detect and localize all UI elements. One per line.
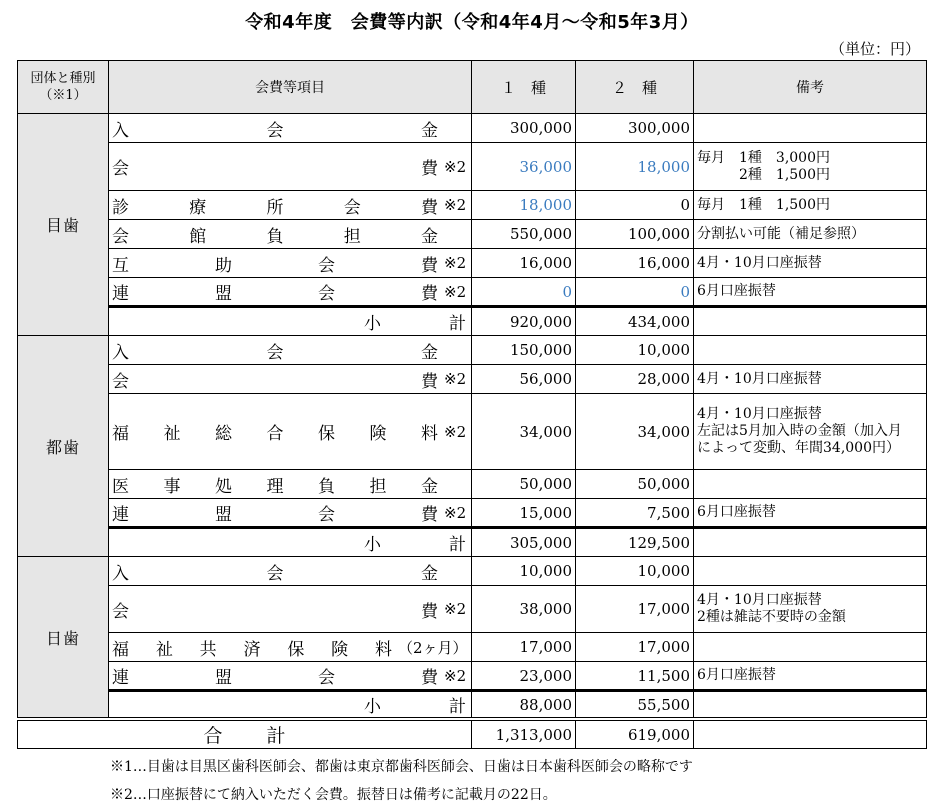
subtotal-row	[18, 307, 927, 336]
subtotal-label: 小 計	[364, 314, 466, 334]
item-note: （2ヶ月）	[398, 638, 468, 657]
group-name: 都歯	[18, 336, 109, 557]
value-c1: 56,000	[472, 365, 576, 394]
value-c1: 34,000	[472, 394, 576, 470]
remarks-cell	[694, 249, 927, 278]
table-row	[18, 249, 927, 278]
value-c1: 0	[472, 278, 576, 307]
subtotal-remarks	[694, 528, 927, 557]
subtotal-remarks	[694, 307, 927, 336]
item-cell	[109, 143, 472, 191]
value-c1: 550,000	[472, 220, 576, 249]
page-title: 令和4年度 会費等内訳（令和4年4月～令和5年3月）	[245, 12, 699, 33]
value-c2: 18,000	[576, 143, 694, 191]
subtotal-c1: 88,000	[472, 691, 576, 720]
subtotal-remarks	[694, 691, 927, 720]
table-row	[18, 499, 927, 528]
table-row	[18, 278, 927, 307]
total-label: 合 計	[203, 725, 286, 747]
value-c2: 50,000	[576, 470, 694, 499]
value-c1: 36,000	[472, 143, 576, 191]
value-c1: 23,000	[472, 662, 576, 691]
footnote-1: ※1…目歯は目黒区歯科医師会、都歯は東京都歯科医師会、日歯は日本歯科医師会の略称です	[110, 759, 693, 775]
item-label: 入 会 金	[112, 342, 438, 363]
item-label: 福 祉 共 済 保 険 料	[112, 639, 392, 660]
item-label: 会 費	[112, 601, 438, 622]
item-label: 連 盟 会 費	[112, 668, 438, 688]
remarks-cell	[694, 278, 927, 307]
item-cell	[109, 336, 472, 365]
header-remarks: 備考	[694, 61, 927, 114]
item-note: ※2	[444, 282, 467, 301]
remarks-line: 6月口座振替	[697, 283, 776, 299]
table-row	[18, 143, 927, 191]
subtotal-label-cell	[109, 307, 472, 336]
header-item: 会費等項目	[109, 61, 472, 114]
total-c2: 619,000	[576, 719, 694, 749]
subtotal-label: 小 計	[364, 535, 466, 555]
header-type2: ２ 種	[576, 61, 694, 114]
value-c2: 11,500	[576, 662, 694, 691]
remarks-cell	[694, 633, 927, 662]
value-c2: 17,000	[576, 586, 694, 633]
item-note: ※2	[444, 503, 467, 522]
value-c2: 10,000	[576, 336, 694, 365]
remarks-cell	[694, 662, 927, 691]
group-name: 目歯	[18, 114, 109, 336]
value-c1: 300,000	[472, 114, 576, 143]
item-cell	[109, 633, 472, 662]
table-row	[18, 557, 927, 586]
total-row	[18, 719, 927, 749]
value-c2: 34,000	[576, 394, 694, 470]
header-type1: １ 種	[472, 61, 576, 114]
remarks-cell	[694, 499, 927, 528]
subtotal-label-cell	[109, 691, 472, 720]
total-c1: 1,313,000	[472, 719, 576, 749]
remarks-line: によって変動、年間34,000円）	[697, 440, 900, 456]
item-cell	[109, 220, 472, 249]
table-row	[18, 633, 927, 662]
subtotal-label-cell	[109, 528, 472, 557]
remarks-cell	[694, 336, 927, 365]
remarks-line: 2種 1,500円	[697, 166, 830, 183]
table-row	[18, 114, 927, 143]
value-c2: 7,500	[576, 499, 694, 528]
value-c1: 18,000	[472, 191, 576, 220]
item-cell	[109, 586, 472, 633]
item-label: 互 助 会 費	[112, 255, 438, 276]
value-c1: 17,000	[472, 633, 576, 662]
item-label: 診 療 所 会 費	[112, 197, 438, 218]
header-group: 団体と種別 （※1）	[18, 61, 109, 114]
value-c2: 0	[576, 191, 694, 220]
table-row	[18, 191, 927, 220]
remarks-cell	[694, 143, 927, 191]
value-c2: 300,000	[576, 114, 694, 143]
remarks-cell	[694, 557, 927, 586]
value-c2: 17,000	[576, 633, 694, 662]
item-cell	[109, 365, 472, 394]
table-row	[18, 470, 927, 499]
item-cell	[109, 191, 472, 220]
remarks-line: 2種は雑誌不要時の金額	[697, 609, 846, 625]
subtotal-c1: 920,000	[472, 307, 576, 336]
value-c1: 15,000	[472, 499, 576, 528]
footnote-2: ※2…口座振替にて納入いただく会費。振替日は備考に記載月の22日。	[110, 787, 557, 803]
fee-table	[17, 60, 927, 749]
remarks-line: 4月・10月口座振替	[697, 592, 822, 608]
table-row	[18, 662, 927, 691]
value-c2: 10,000	[576, 557, 694, 586]
value-c1: 38,000	[472, 586, 576, 633]
item-note: ※2	[444, 666, 467, 685]
remarks-line: 4月・10月口座振替	[697, 370, 822, 387]
remarks-line: 6月口座振替	[697, 667, 776, 683]
item-label: 福 祉 総 合 保 険 料	[112, 424, 438, 444]
total-remarks	[694, 719, 927, 749]
value-c2: 100,000	[576, 220, 694, 249]
remarks-line: 左記は5月加入時の金額（加入月	[697, 423, 902, 439]
value-c2: 28,000	[576, 365, 694, 394]
item-label: 連 盟 会 費	[112, 284, 438, 304]
item-cell	[109, 662, 472, 691]
item-cell	[109, 394, 472, 470]
item-note: ※2	[444, 600, 467, 618]
item-label: 会 費	[112, 371, 438, 392]
remarks-cell	[694, 114, 927, 143]
remarks-line: 分割払い可能（補足参照）	[697, 225, 865, 242]
item-note: ※2	[444, 370, 467, 388]
item-cell	[109, 557, 472, 586]
item-label: 医 事 処 理 負 担 金	[112, 476, 438, 497]
item-label: 入 会 金	[112, 563, 438, 584]
item-label: 会 費	[112, 159, 438, 179]
value-c1: 10,000	[472, 557, 576, 586]
item-note: ※2	[444, 196, 467, 214]
remarks-line: 毎月 1種 1,500円	[697, 196, 830, 213]
item-note: ※2	[444, 422, 467, 441]
table-row	[18, 394, 927, 470]
remarks-cell	[694, 394, 927, 470]
item-note: ※2	[444, 157, 467, 176]
remarks-cell	[694, 470, 927, 499]
table-row	[18, 220, 927, 249]
item-label: 入 会 金	[112, 120, 438, 141]
remarks-line: 6月口座振替	[697, 504, 776, 520]
subtotal-row	[18, 691, 927, 720]
remarks-line: 4月・10月口座振替	[697, 406, 822, 422]
remarks-line: 4月・10月口座振替	[697, 254, 822, 271]
item-cell	[109, 249, 472, 278]
remarks-line: 毎月 1種 3,000円	[697, 149, 830, 166]
item-label: 連 盟 会 費	[112, 505, 438, 525]
remarks-cell	[694, 220, 927, 249]
subtotal-c2: 434,000	[576, 307, 694, 336]
item-label: 会 館 負 担 金	[112, 226, 438, 247]
value-c2: 16,000	[576, 249, 694, 278]
table-row	[18, 336, 927, 365]
subtotal-c2: 55,500	[576, 691, 694, 720]
value-c1: 50,000	[472, 470, 576, 499]
total-label-cell	[18, 719, 472, 749]
remarks-cell	[694, 586, 927, 633]
remarks-cell	[694, 191, 927, 220]
subtotal-c2: 129,500	[576, 528, 694, 557]
item-cell	[109, 470, 472, 499]
value-c1: 150,000	[472, 336, 576, 365]
group-name: 日歯	[18, 557, 109, 720]
table-row	[18, 365, 927, 394]
table-row	[18, 586, 927, 633]
value-c1: 16,000	[472, 249, 576, 278]
item-cell	[109, 114, 472, 143]
value-c2: 0	[576, 278, 694, 307]
item-cell	[109, 499, 472, 528]
item-cell	[109, 278, 472, 307]
unit-label: （単位：円）	[829, 40, 920, 58]
remarks-cell	[694, 365, 927, 394]
subtotal-label: 小 計	[364, 697, 466, 717]
item-note: ※2	[444, 254, 467, 272]
subtotal-row	[18, 528, 927, 557]
subtotal-c1: 305,000	[472, 528, 576, 557]
